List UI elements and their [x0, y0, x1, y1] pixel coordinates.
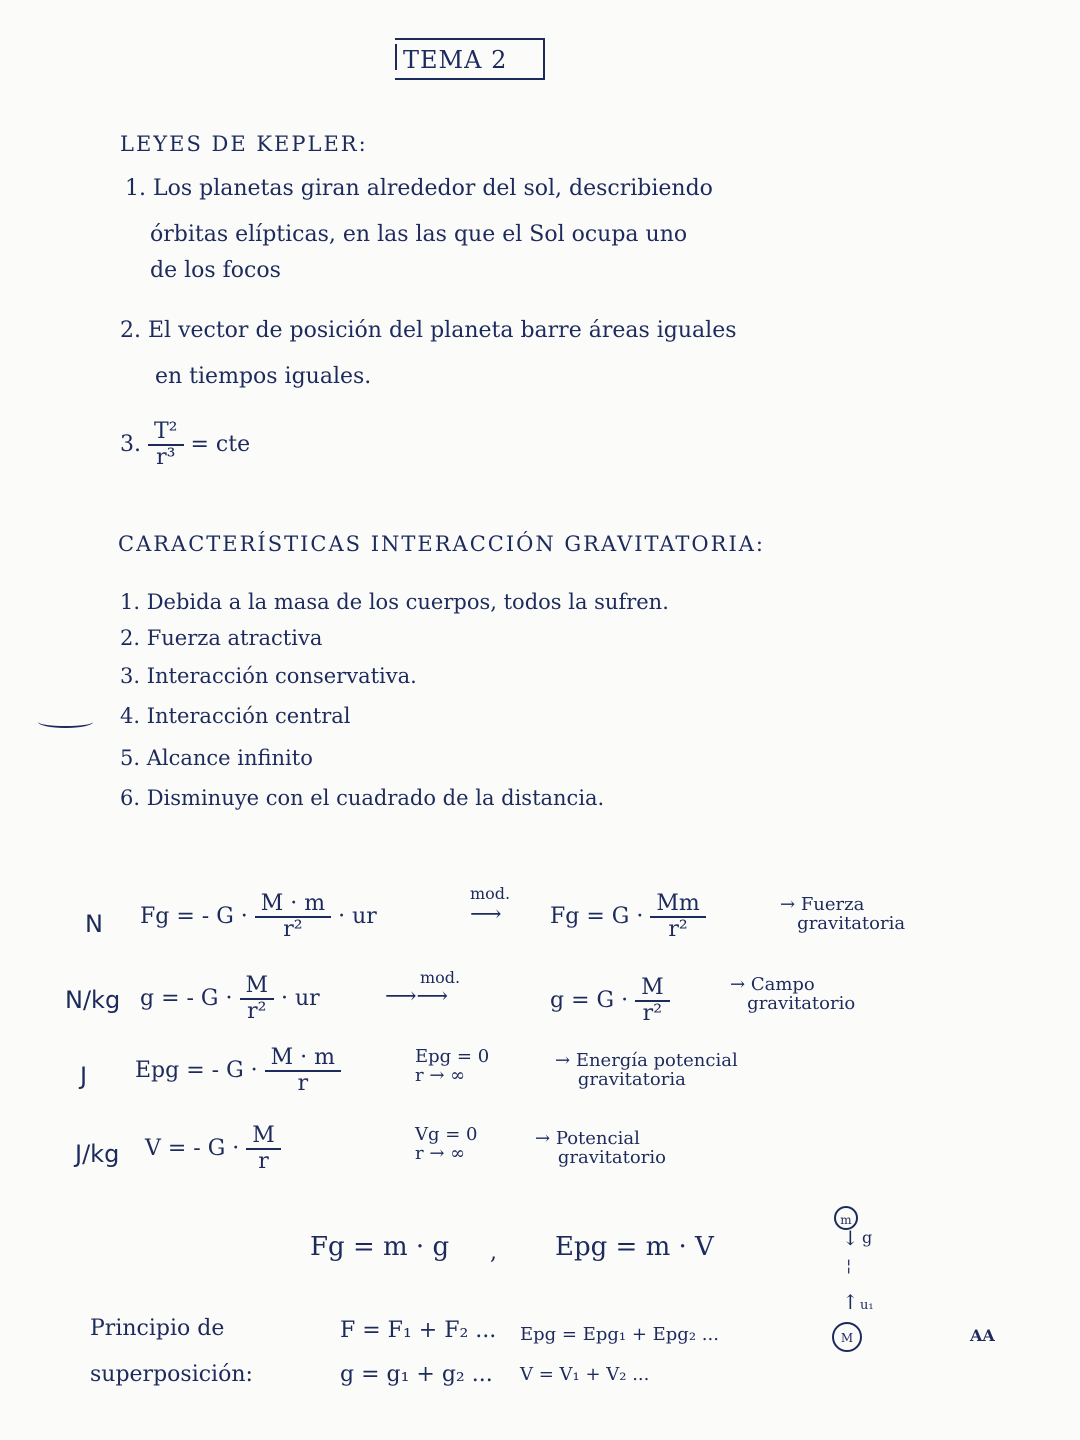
characteristic-item: 2. Fuerza atractiva — [120, 626, 323, 650]
force-field-relation: Fg = m · g — [310, 1232, 450, 1262]
energy-superposition: Epg = Epg₁ + Epg₂ ... — [520, 1324, 719, 1345]
force-superposition: F = F₁ + F₂ ... — [340, 1318, 497, 1343]
unit-label: J — [80, 1062, 88, 1090]
potential-superposition: V = V₁ + V₂ ... — [520, 1364, 650, 1385]
characteristic-item: 5. Alcance infinito — [120, 746, 313, 770]
kepler-law3-fraction: $\frac{\text{T²}}{\text{r³}}$ — [148, 420, 184, 470]
margin-mark — [38, 716, 93, 728]
field-vector-formula: g = - G · $\frac{M}{\text{r²}}$ · ur — [140, 973, 320, 1025]
mod-label: mod. — [420, 968, 461, 987]
characteristic-item: 6. Disminuye con el cuadrado de la distancia. — [120, 786, 605, 810]
energy-potential-relation: Epg = m · V — [555, 1232, 714, 1262]
superposition-label: superposición: — [90, 1362, 253, 1387]
kepler-law3: 3. $\frac{\text{T²}}{\text{r³}}$ = cte — [120, 419, 251, 471]
mod-arrow: ⟶ — [470, 902, 502, 927]
unit-label: N/kg — [65, 986, 121, 1014]
kepler-law1-line3: de los focos — [150, 258, 281, 283]
potential-energy-condition: Epg = 0 r → ∞ — [415, 1046, 490, 1086]
field-superposition: g = g₁ + g₂ ... — [340, 1362, 493, 1387]
kepler-law2-line2: en tiempos iguales. — [155, 364, 372, 389]
page-title: TEMA 2 — [395, 38, 545, 80]
up-arrow-icon: ↑ — [842, 1290, 859, 1314]
potential-formula: V = - G · $\frac{M}{r}$ — [145, 1124, 281, 1174]
force-vector-formula: Fg = - G · $\frac{M \cdot m}{\text{r²}}$ · ur — [140, 891, 377, 943]
mod-arrow: ⟶⟶ — [385, 984, 449, 1009]
field-modulus-formula: g = G · $\frac{M}{\text{r²}}$ — [550, 976, 670, 1026]
force-modulus-formula: Fg = G · $\frac{Mm}{\text{r²}}$ — [550, 892, 706, 942]
characteristic-item: 1. Debida a la masa de los cuerpos, todos la sufren. — [120, 590, 669, 614]
unit-label: J/kg — [75, 1140, 120, 1168]
characteristics-heading: CARACTERÍSTICAS INTERACCIÓN GRAVITATORIA: — [118, 532, 766, 556]
kepler-law2-line1: 2. El vector de posición del planeta barre áreas iguales — [120, 318, 737, 343]
unit-label: N — [85, 910, 103, 938]
characteristic-item: 3. Interacción conservativa. — [120, 664, 417, 688]
potential-description: → Potencial gravitatorio — [535, 1128, 666, 1168]
superposition-label: Principio de — [90, 1316, 225, 1341]
kepler-law1-line1: 1. Los planetas giran alrededor del sol, describiendo — [125, 176, 713, 201]
mod-label: mod. — [470, 884, 511, 903]
kepler-law1-line2: órbitas elípticas, en las las que el Sol ocupa uno — [150, 222, 688, 247]
dash-line: ¦ — [846, 1256, 852, 1275]
characteristic-item: 4. Interacción central — [120, 704, 351, 728]
unit-vector-label: u₁ — [860, 1298, 874, 1313]
potential-condition: Vg = 0 r → ∞ — [415, 1124, 478, 1164]
kepler-heading: LEYES DE KEPLER: — [120, 132, 368, 156]
relation-separator: , — [490, 1240, 497, 1265]
down-arrow-icon: ↓ — [842, 1226, 859, 1250]
g-vector-label: g — [862, 1228, 873, 1247]
signature: AA — [970, 1326, 995, 1345]
force-description: → Fuerza gravitatoria — [780, 894, 906, 934]
potential-energy-formula: Epg = - G · $\frac{M \cdot m}{r}$ — [135, 1046, 341, 1096]
small-mass-circle: m — [834, 1206, 858, 1230]
potential-energy-description: → Energía potencial gravitatoria — [555, 1050, 738, 1090]
large-mass-circle: M — [832, 1322, 862, 1352]
field-description: → Campo gravitatorio — [730, 974, 856, 1014]
